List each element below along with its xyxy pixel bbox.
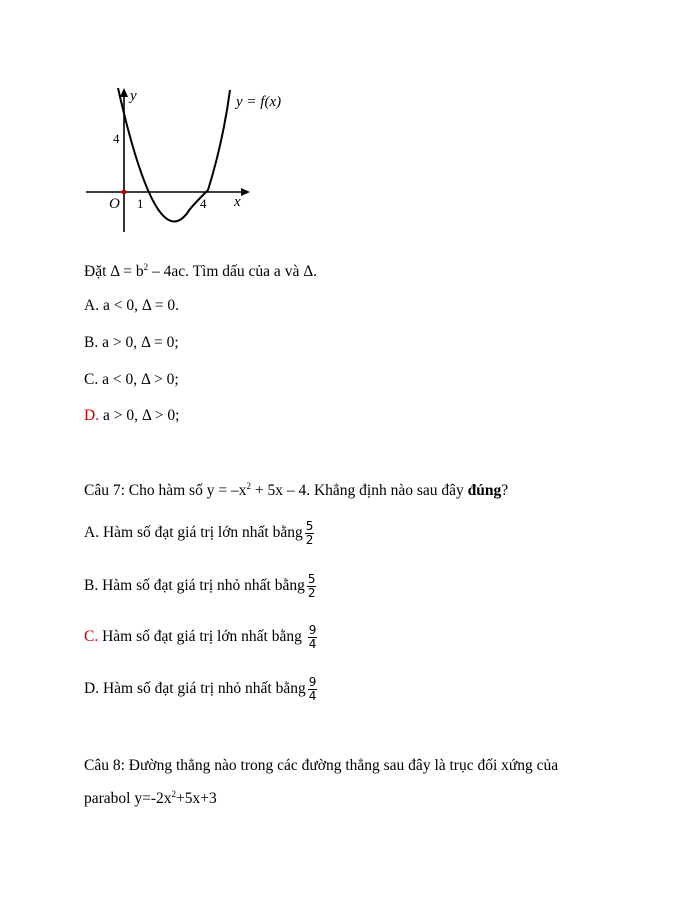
fraction-denominator: 2 xyxy=(305,533,314,547)
fraction-denominator: 4 xyxy=(308,637,317,651)
q7-option-d[interactable] xyxy=(84,676,317,703)
fraction xyxy=(305,520,315,547)
q7-prompt-sup: 2 xyxy=(246,481,251,491)
fraction-denominator: 2 xyxy=(307,586,316,600)
question-7-prompt xyxy=(84,481,508,501)
option-text: Hàm số đạt giá trị nhỏ nhất bằng xyxy=(99,680,306,698)
question-8-prompt-line-1 xyxy=(84,756,558,776)
fraction-numerator: 9 xyxy=(308,623,317,637)
option-text: a < 0, Δ > 0; xyxy=(98,371,179,388)
q7-option-b[interactable] xyxy=(84,573,316,600)
q7-prompt-bold: đúng xyxy=(467,482,502,499)
q7-option-c[interactable] xyxy=(84,624,317,651)
q6-prompt-text: Đặt Δ = b xyxy=(84,263,144,280)
origin-point xyxy=(122,190,127,195)
correct-answer-letter: C. xyxy=(84,628,99,646)
option-letter: C. xyxy=(84,371,99,388)
q7-prompt-text-2: + 5x – 4. Khẳng định nào sau đây xyxy=(250,482,468,499)
y-tick-label: 4 xyxy=(113,131,120,146)
q6-prompt-sup: 2 xyxy=(143,262,149,272)
fraction-denominator: 4 xyxy=(308,689,317,703)
q6-option-c[interactable] xyxy=(84,370,179,390)
fraction xyxy=(307,573,317,600)
y-axis-label: y xyxy=(130,88,137,104)
fraction xyxy=(308,676,318,703)
fraction-numerator: 5 xyxy=(305,519,314,533)
question-8-prompt-line-2 xyxy=(84,789,217,809)
q8-prompt-text: Câu 8: Đường thẳng nào trong các đường thẳng sau đây là trục đối xứng của xyxy=(84,757,559,774)
option-text: a < 0, Δ = 0. xyxy=(99,297,180,314)
x-tick-label-4: 4 xyxy=(200,196,207,211)
fraction-numerator: 9 xyxy=(308,675,317,689)
option-text: Hàm số đạt giá trị lớn nhất bằng xyxy=(99,524,303,542)
x-axis-label: x xyxy=(234,194,241,210)
option-text: Hàm số đạt giá trị nhỏ nhất bằng xyxy=(98,577,305,595)
parabola-curve xyxy=(118,88,230,221)
q7-prompt-text: Câu 7: Cho hàm số y = –x xyxy=(84,482,247,499)
option-letter: A. xyxy=(84,524,100,542)
q7-option-a[interactable] xyxy=(84,520,314,547)
option-letter: A. xyxy=(84,297,100,314)
q8-prompt-sup: 2 xyxy=(171,789,177,799)
q8-prompt-text-3: +5x+3 xyxy=(176,790,217,807)
option-text: Hàm số đạt giá trị lớn nhất bằng xyxy=(98,628,306,646)
option-letter: B. xyxy=(84,334,99,351)
option-letter: D. xyxy=(84,680,100,698)
q7-prompt-end: ? xyxy=(501,482,509,499)
x-axis-arrow xyxy=(241,188,250,196)
correct-answer-letter: D. xyxy=(84,407,100,424)
curve-label: y = f(x) xyxy=(236,94,282,110)
q6-option-d[interactable] xyxy=(84,406,179,426)
parabola-graph xyxy=(78,82,318,242)
option-letter: B. xyxy=(84,577,99,595)
question-6-prompt xyxy=(84,262,317,282)
y-axis-arrow xyxy=(120,88,128,97)
fraction-numerator: 5 xyxy=(307,572,316,586)
q6-option-a[interactable] xyxy=(84,296,179,316)
origin-label: O xyxy=(109,196,120,212)
x-tick-label-1: 1 xyxy=(137,196,144,211)
option-text: a > 0, Δ > 0; xyxy=(99,407,180,424)
q6-prompt-text-2: – 4ac. Tìm dấu của a và Δ. xyxy=(148,263,318,280)
option-text: a > 0, Δ = 0; xyxy=(98,334,179,351)
fraction xyxy=(308,624,318,651)
q8-prompt-text-2: parabol y=-2x xyxy=(84,790,172,807)
q6-option-b[interactable] xyxy=(84,333,179,353)
